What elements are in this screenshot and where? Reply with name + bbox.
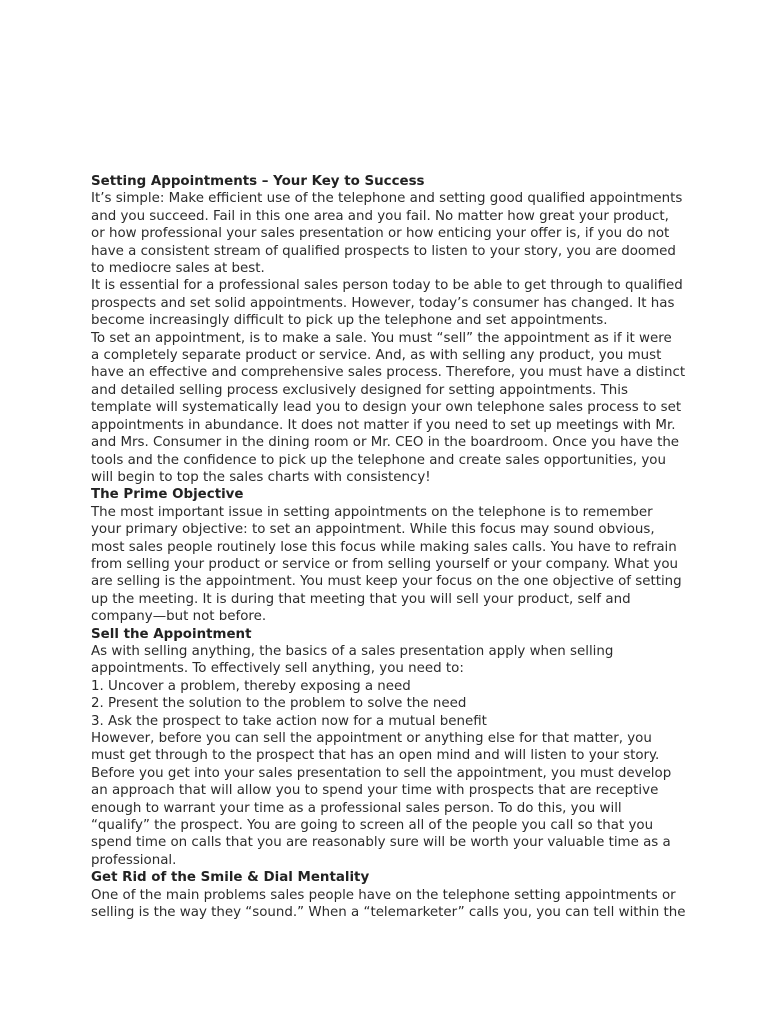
document-body bbox=[91, 173, 691, 921]
text-line: and detailed selling process exclusively designed for setting appointments. This bbox=[91, 382, 628, 398]
text-line: and you succeed. Fail in this one area and you fail. No matter how great your product, bbox=[91, 208, 669, 224]
text-line: have an effective and comprehensive sales process. Therefore, you must have a distinct bbox=[91, 365, 686, 381]
text-line: your primary objective: to set an appointment. While this focus may sound obvious, bbox=[91, 522, 655, 538]
paragraph bbox=[91, 695, 691, 712]
paragraph bbox=[91, 330, 691, 487]
text-line: to mediocre sales at best. bbox=[91, 261, 265, 277]
text-line: spend time on calls that you are reasonably sure will be worth your valuable time as a bbox=[91, 835, 671, 851]
text-line: are selling is the appointment. You must keep your focus on the one objective of setting bbox=[91, 574, 682, 590]
paragraph bbox=[91, 730, 691, 765]
text-line: company—but not before. bbox=[91, 609, 267, 625]
text-line: 2. Present the solution to the problem to solve the need bbox=[91, 696, 467, 712]
text-line: template will systematically lead you to design your own telephone sales process to set bbox=[91, 400, 682, 416]
text-line: enough to warrant your time as a professional sales person. To do this, you will bbox=[91, 800, 622, 816]
text-line: “qualify” the prospect. You are going to screen all of the people you call so that you bbox=[91, 818, 654, 834]
text-line: Before you get into your sales presentation to sell the appointment, you must develop bbox=[91, 765, 672, 781]
text-line: have a consistent stream of qualified prospects to listen to your story, you are doomed bbox=[91, 243, 676, 259]
paragraph bbox=[91, 504, 691, 626]
section-heading: Setting Appointments – Your Key to Success bbox=[91, 174, 425, 189]
text-line: up the meeting. It is during that meeting that you will sell your product, self and bbox=[91, 591, 631, 607]
text-line: from selling your product or service or from selling yourself or your company. What you bbox=[91, 556, 679, 572]
text-line: tools and the confidence to pick up the telephone and create sales opportunities, you bbox=[91, 452, 666, 468]
paragraph bbox=[91, 713, 691, 730]
text-line: prospects and set solid appointments. However, today’s consumer has changed. It has bbox=[91, 295, 675, 311]
text-line: 3. Ask the prospect to take action now for a mutual benefit bbox=[91, 713, 487, 729]
text-line: professional. bbox=[91, 852, 177, 868]
section-heading: Get Rid of the Smile & Dial Mentality bbox=[91, 870, 370, 886]
paragraph bbox=[91, 887, 691, 922]
text-line: To set an appointment, is to make a sale. You must “sell” the appointment as if it were bbox=[91, 330, 672, 346]
text-line: an approach that will allow you to spend your time with prospects that are receptive bbox=[91, 783, 659, 799]
section-heading: The Prime Objective bbox=[91, 487, 244, 503]
text-line: However, before you can sell the appointment or anything else for that matter, you bbox=[91, 731, 652, 746]
paragraph bbox=[91, 277, 691, 329]
text-line: become increasingly difficult to pick up the telephone and set appointments. bbox=[91, 313, 608, 329]
text-line: As with selling anything, the basics of a sales presentation apply when selling bbox=[91, 643, 614, 659]
text-line: It is essential for a professional sales person today to be able to get through to qualified bbox=[91, 278, 683, 294]
text-line: One of the main problems sales people have on the telephone setting appointments or bbox=[91, 887, 676, 903]
text-line: or how professional your sales presentation or how enticing your offer is, if you do not bbox=[91, 226, 670, 242]
text-line: will begin to top the sales charts with consistency! bbox=[91, 469, 431, 485]
text-line: appointments in abundance. It does not matter if you need to set up meetings with Mr. bbox=[91, 417, 676, 433]
text-line: The most important issue in setting appointments on the telephone is to remember bbox=[91, 504, 653, 520]
text-line: selling is the way they “sound.” When a “telemarketer” calls you, you can tell within the bbox=[91, 905, 686, 921]
text-line: and Mrs. Consumer in the dining room or Mr. CEO in the boardroom. Once you have the bbox=[91, 435, 680, 451]
text-line: most sales people routinely lose this focus while making sales calls. You have to refrain bbox=[91, 539, 677, 555]
section-heading: Sell the Appointment bbox=[91, 626, 252, 642]
text-line: a completely separate product or service. And, as with selling any product, you must bbox=[91, 348, 662, 364]
paragraph bbox=[91, 765, 691, 869]
paragraph bbox=[91, 678, 691, 695]
text-line: 1. Uncover a problem, thereby exposing a need bbox=[91, 678, 411, 694]
text-line: appointments. To effectively sell anything, you need to: bbox=[91, 661, 464, 677]
text-line: It’s simple: Make efficient use of the telephone and setting good qualified appointments bbox=[91, 191, 683, 207]
paragraph bbox=[91, 190, 691, 277]
paragraph bbox=[91, 643, 691, 678]
text-line: must get through to the prospect that has an open mind and will listen to your story. bbox=[91, 748, 660, 764]
